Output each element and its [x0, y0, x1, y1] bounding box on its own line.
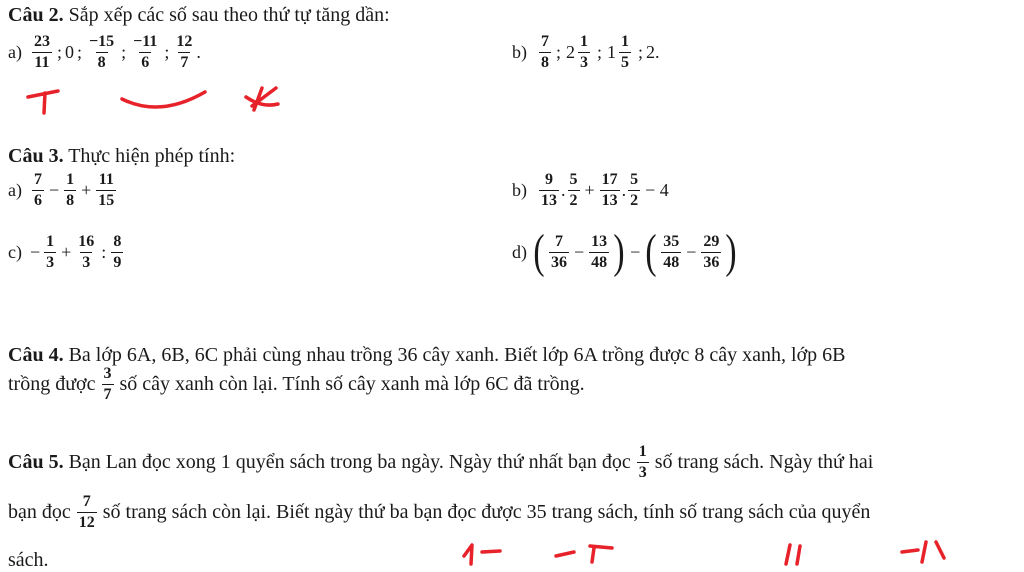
mixed-number: 2 $\frac{1}{3}$	[566, 33, 589, 71]
fraction: $\frac{35}{48}$	[663, 232, 680, 271]
question-5-line2: bạn đọc $\frac{7}{12}$ số trang sách còn lại. Biết ngày thứ ba bạn đọc được 35 trang sách, tính số trang sách của quyển	[8, 493, 871, 531]
ink-mark-3	[786, 545, 800, 564]
fraction: $\frac{17}{13}$	[601, 171, 618, 209]
ink-mark-1	[464, 545, 500, 564]
ink-mark-4	[902, 542, 944, 562]
question-2-label: Câu 2.	[8, 4, 64, 26]
fraction: $\frac{-15}{8}$	[89, 33, 115, 71]
question-4-text: Ba lớp 6A, 6B, 6C phải cùng nhau trồng 36 cây xanh. Biết lớp 6A trồng được 8 cây xanh, lớp 6B	[68, 344, 846, 366]
fraction: $\frac{7}{6}$	[33, 171, 42, 209]
question-3-text: Thực hiện phép tính:	[68, 145, 236, 167]
fraction: $\frac{5}{2}$	[630, 171, 639, 209]
question-5-line1: Câu 5. Bạn Lan đọc xong 1 quyển sách trong ba ngày. Ngày thứ nhất bạn đọc $\frac{1}{3}$ số trang sách. Ngày thứ hai	[8, 443, 874, 481]
fraction: $\frac{23}{11}$	[33, 33, 50, 71]
question-3a: a) $\frac{7}{6}$ − $\frac{1}{8}$ + $\frac{11}{15}$	[8, 171, 115, 209]
fraction: $\frac{1}{3}$	[638, 443, 647, 481]
question-3d: d) ( $\frac{7}{36}$ − $\frac{13}{48}$ ) − ( $\frac{35}{48}$ − $\frac{29}{36}$ )	[512, 225, 738, 278]
fraction: $\frac{16}{3}$	[78, 233, 95, 271]
ink-mark-2	[556, 546, 612, 562]
fraction: $\frac{29}{36}$	[703, 232, 720, 271]
fraction: $\frac{11}{15}$	[98, 171, 115, 209]
fraction: $\frac{-11}{6}$	[133, 33, 158, 71]
ink-underline-curve	[122, 92, 205, 107]
question-3b: b) $\frac{9}{13}$ . $\frac{5}{2}$ + $\frac{17}{13}$ . $\frac{5}{2}$ − 4	[512, 171, 669, 209]
q3d-label: d)	[512, 241, 527, 262]
question-4-line2: trồng được $\frac{3}{7}$ số cây xanh còn lại. Tính số cây xanh mà lớp 6C đã trồng.	[8, 365, 585, 403]
fraction: $\frac{12}{7}$	[176, 33, 193, 71]
fraction: $\frac{8}{9}$	[113, 233, 122, 271]
question-4-label: Câu 4.	[8, 344, 64, 366]
question-2-text: Sắp xếp các số sau theo thứ tự tăng dần:	[68, 4, 390, 26]
fraction: $\frac{5}{2}$	[569, 171, 578, 209]
question-2a: a) $\frac{23}{11}$ ; 0 ; $\frac{-15}{8}$ ; $\frac{-11}{6}$ ; $\frac{12}{7}$ .	[8, 33, 201, 71]
mixed-number: 1 $\frac{1}{5}$	[607, 33, 630, 71]
number-two: 2.	[646, 42, 660, 62]
question-3-label: Câu 3.	[8, 145, 64, 167]
question-5-label: Câu 5.	[8, 451, 64, 473]
question-3-heading	[8, 144, 235, 168]
q3b-label: b)	[512, 180, 527, 200]
question-4-line1	[8, 343, 846, 367]
fraction: $\frac{13}{48}$	[591, 232, 608, 271]
q2b-label: b)	[512, 42, 527, 62]
fraction: $\frac{1}{8}$	[66, 171, 75, 209]
q3a-label: a)	[8, 180, 22, 200]
q2a-label: a)	[8, 42, 22, 62]
fraction: $\frac{3}{7}$	[103, 365, 112, 403]
ink-mark-x	[246, 88, 278, 110]
question-2b: b) $\frac{7}{8}$ ; 2 $\frac{1}{3}$ ; 1 $\frac{1}{5}$ ; 2.	[512, 33, 660, 71]
q3c-label: c)	[8, 242, 22, 262]
fraction: $\frac{7}{12}$	[78, 493, 95, 531]
question-3c: c) − $\frac{1}{3}$ + $\frac{16}{3}$ : $\frac{8}{9}$	[8, 233, 122, 271]
question-5-line3: sách.	[8, 549, 49, 571]
fraction: $\frac{7}{36}$	[550, 232, 567, 271]
number-zero: 0	[65, 42, 74, 62]
fraction: $\frac{1}{3}$	[46, 233, 55, 271]
ink-mark-t	[28, 91, 58, 113]
fraction: $\frac{9}{13}$	[541, 171, 557, 209]
fraction: $\frac{7}{8}$	[541, 33, 549, 71]
